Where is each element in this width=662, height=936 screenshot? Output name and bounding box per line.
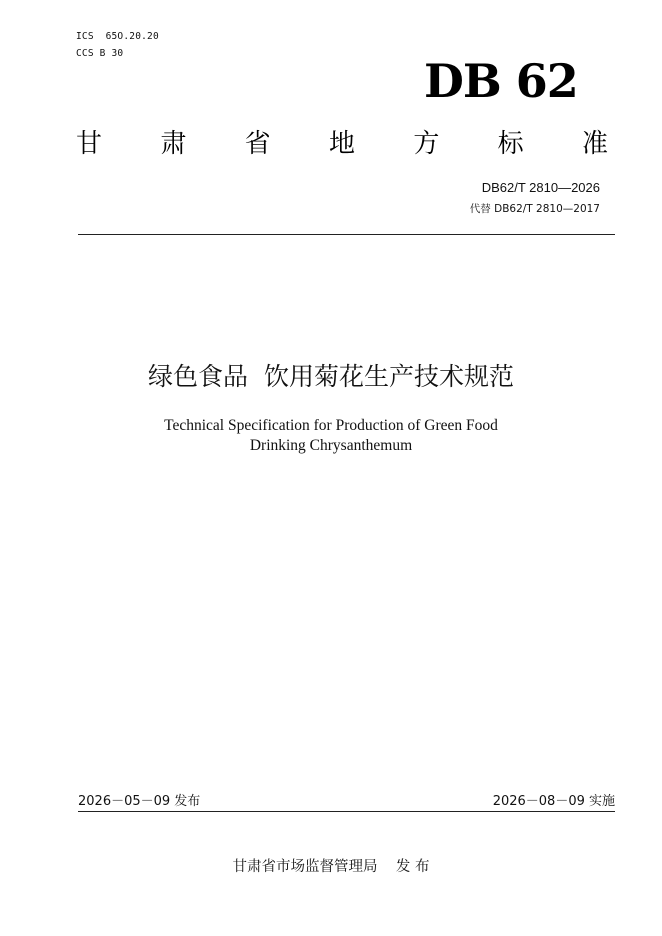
standard-number: DB62/T 2810—2026 (481, 180, 600, 195)
title-english-line-2: Drinking Chrysanthemum (249, 437, 413, 454)
implementation-date: 2026－08－09 实施 (492, 794, 615, 809)
top-divider (78, 234, 615, 235)
standard-mark-logo: DB 62 (424, 54, 578, 108)
standard-type-char: 标 (497, 129, 524, 159)
standard-type-char: 方 (413, 129, 440, 159)
ics-code: ICS 65O.20.20 (76, 31, 159, 42)
replaced-standard: 代替 DB62/T 2810—2017 (469, 203, 600, 215)
bottom-divider (78, 811, 615, 812)
ccs-code: CCS B 30 (76, 48, 124, 59)
standard-type-char: 准 (581, 129, 608, 159)
standard-type-char: 甘 (76, 129, 103, 159)
title-english-line-1: Technical Specification for Production of Green Food (164, 417, 498, 434)
issuing-authority: 甘肃省市场监督管理局 发 布 (232, 859, 430, 875)
standard-type-char: 省 (244, 129, 271, 159)
standard-type-char: 地 (328, 129, 355, 159)
standard-type-char: 肃 (160, 129, 187, 159)
issue-date: 2026－05－09 发布 (78, 794, 201, 809)
title-chinese: 绿色食品 饮用菊花生产技术规范 (148, 362, 514, 391)
standard-type-heading (76, 127, 608, 161)
